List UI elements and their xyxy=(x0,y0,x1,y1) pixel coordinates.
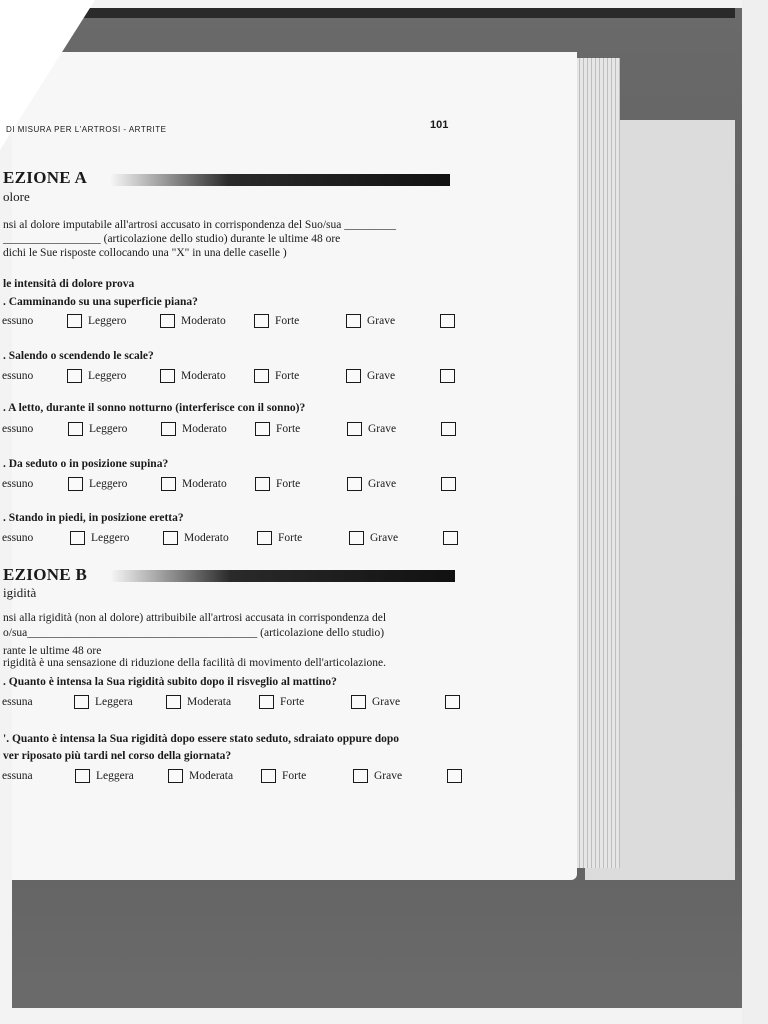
checkbox-q7-forte[interactable] xyxy=(353,769,368,783)
option-label: Forte xyxy=(278,532,303,544)
option-label: Leggera xyxy=(95,696,133,708)
section-b-title: EZIONE B xyxy=(3,565,88,584)
checkbox-q6-forte[interactable] xyxy=(351,695,366,709)
option-label: Grave xyxy=(368,478,397,490)
option-label: essuno xyxy=(2,478,34,490)
checkbox-q1-nessuno[interactable] xyxy=(67,314,82,328)
checkbox-q7-grave[interactable] xyxy=(447,769,462,783)
section-b-intro-3: rante le ultime 48 ore xyxy=(3,645,102,657)
option-label: Grave xyxy=(370,532,399,544)
checkbox-q4-grave[interactable] xyxy=(441,477,456,491)
checkbox-q5-moderato[interactable] xyxy=(257,531,272,545)
question-3: . A letto, durante il sonno notturno (interferisce con il sonno)? xyxy=(3,402,306,414)
checkbox-q3-leggero[interactable] xyxy=(161,422,176,436)
option-label: essuna xyxy=(2,696,33,708)
checkbox-q1-grave[interactable] xyxy=(440,314,455,328)
checkbox-q6-leggera[interactable] xyxy=(166,695,181,709)
section-a-intro-1: nsi al dolore imputabile all'artrosi accusato in corrispondenza del Suo/sua _________ xyxy=(3,219,396,231)
section-a-intro-3: dichi le Sue risposte collocando una "X" in una delle caselle ) xyxy=(3,247,287,259)
running-title: DI MISURA PER L'ARTROSI - ARTRITE xyxy=(6,125,167,134)
section-b-intro-4: rigidità è una sensazione di riduzione della facilità di movimento dell'articolazione. xyxy=(3,657,387,669)
question-6: . Quanto è intensa la Sua rigidità subito dopo il risveglio al mattino? xyxy=(3,676,337,688)
section-b-bar xyxy=(110,570,455,582)
checkbox-q3-grave[interactable] xyxy=(441,422,456,436)
checkbox-q6-moderata[interactable] xyxy=(259,695,274,709)
section-a-subtitle: olore xyxy=(3,189,30,204)
option-label: Leggero xyxy=(88,315,127,327)
option-label: Forte xyxy=(276,478,301,490)
checkbox-q2-leggero[interactable] xyxy=(160,369,175,383)
checkbox-q5-grave[interactable] xyxy=(443,531,458,545)
section-b-intro-2: o/sua________________________________________ (articolazione dello studio) xyxy=(3,627,385,639)
checkbox-q4-forte[interactable] xyxy=(347,477,362,491)
question-5: . Stando in piedi, in posizione eretta? xyxy=(3,512,184,524)
checkbox-q1-moderato[interactable] xyxy=(254,314,269,328)
checkbox-q5-nessuno[interactable] xyxy=(70,531,85,545)
option-label: Moderato xyxy=(182,478,227,490)
page-number: 101 xyxy=(430,119,449,131)
option-label: essuno xyxy=(2,315,34,327)
option-label: essuno xyxy=(2,423,34,435)
option-label: essuno xyxy=(2,532,34,544)
answer-row-q2 xyxy=(2,368,472,386)
scan-edge xyxy=(80,8,735,18)
section-a-intro-2: _________________ (articolazione dello studio) durante le ultime 48 ore xyxy=(3,233,341,245)
option-label: Moderato xyxy=(181,370,226,382)
checkbox-q4-moderato[interactable] xyxy=(255,477,270,491)
answer-row-q5 xyxy=(2,530,472,548)
option-label: Moderato xyxy=(184,532,229,544)
checkbox-q2-moderato[interactable] xyxy=(254,369,269,383)
option-label: Leggero xyxy=(89,478,128,490)
checkbox-q3-nessuno[interactable] xyxy=(68,422,83,436)
option-label: Forte xyxy=(275,370,300,382)
question-7-line-1: '. Quanto è intensa la Sua rigidità dopo essere stato seduto, sdraiato oppure dopo xyxy=(3,733,400,745)
answer-row-q6 xyxy=(2,694,472,712)
answer-row-q4 xyxy=(2,476,472,494)
option-label: Grave xyxy=(372,696,401,708)
option-label: Moderata xyxy=(187,696,232,708)
checkbox-q5-leggero[interactable] xyxy=(163,531,178,545)
checkbox-q2-nessuno[interactable] xyxy=(67,369,82,383)
option-label: essuno xyxy=(2,370,34,382)
option-label: Leggero xyxy=(91,532,130,544)
question-7-line-2: ver riposato più tardi nel corso della giornata? xyxy=(3,750,232,762)
scan-margin xyxy=(742,0,768,1024)
checkbox-q4-nessuno[interactable] xyxy=(68,477,83,491)
section-a-title: EZIONE A xyxy=(3,168,88,187)
option-label: Grave xyxy=(374,770,403,782)
checkbox-q5-forte[interactable] xyxy=(349,531,364,545)
section-a-prompt: le intensità di dolore prova xyxy=(3,278,135,290)
answer-row-q7 xyxy=(2,768,472,786)
option-label: Grave xyxy=(368,423,397,435)
section-b-subtitle: igidità xyxy=(3,585,37,600)
checkbox-q7-moderata[interactable] xyxy=(261,769,276,783)
option-label: Grave xyxy=(367,315,396,327)
option-label: Moderato xyxy=(181,315,226,327)
checkbox-q7-nessuna[interactable] xyxy=(75,769,90,783)
checkbox-q1-leggero[interactable] xyxy=(160,314,175,328)
checkbox-q2-grave[interactable] xyxy=(440,369,455,383)
option-label: Forte xyxy=(280,696,305,708)
section-b-intro-1: nsi alla rigidità (non al dolore) attribuibile all'artrosi accusata in corrispondenza del xyxy=(3,612,387,624)
option-label: Forte xyxy=(282,770,307,782)
option-label: Forte xyxy=(276,423,301,435)
option-label: Grave xyxy=(367,370,396,382)
answer-row-q3 xyxy=(2,421,472,439)
checkbox-q6-grave[interactable] xyxy=(445,695,460,709)
checkbox-q7-leggera[interactable] xyxy=(168,769,183,783)
option-label: Moderata xyxy=(189,770,234,782)
question-4: . Da seduto o in posizione supina? xyxy=(3,458,169,470)
checkbox-q1-forte[interactable] xyxy=(346,314,361,328)
checkbox-q4-leggero[interactable] xyxy=(161,477,176,491)
answer-row-q1 xyxy=(2,313,472,331)
checkbox-q3-moderato[interactable] xyxy=(255,422,270,436)
checkbox-q3-forte[interactable] xyxy=(347,422,362,436)
question-2: . Salendo o scendendo le scale? xyxy=(3,350,154,362)
option-label: Forte xyxy=(275,315,300,327)
checkbox-q2-forte[interactable] xyxy=(346,369,361,383)
option-label: Leggero xyxy=(88,370,127,382)
option-label: Moderato xyxy=(182,423,227,435)
option-label: essuna xyxy=(2,770,33,782)
question-1: . Camminando su una superficie piana? xyxy=(3,296,198,308)
checkbox-q6-nessuna[interactable] xyxy=(74,695,89,709)
section-a-bar xyxy=(110,174,450,186)
option-label: Leggera xyxy=(96,770,134,782)
option-label: Leggero xyxy=(89,423,128,435)
